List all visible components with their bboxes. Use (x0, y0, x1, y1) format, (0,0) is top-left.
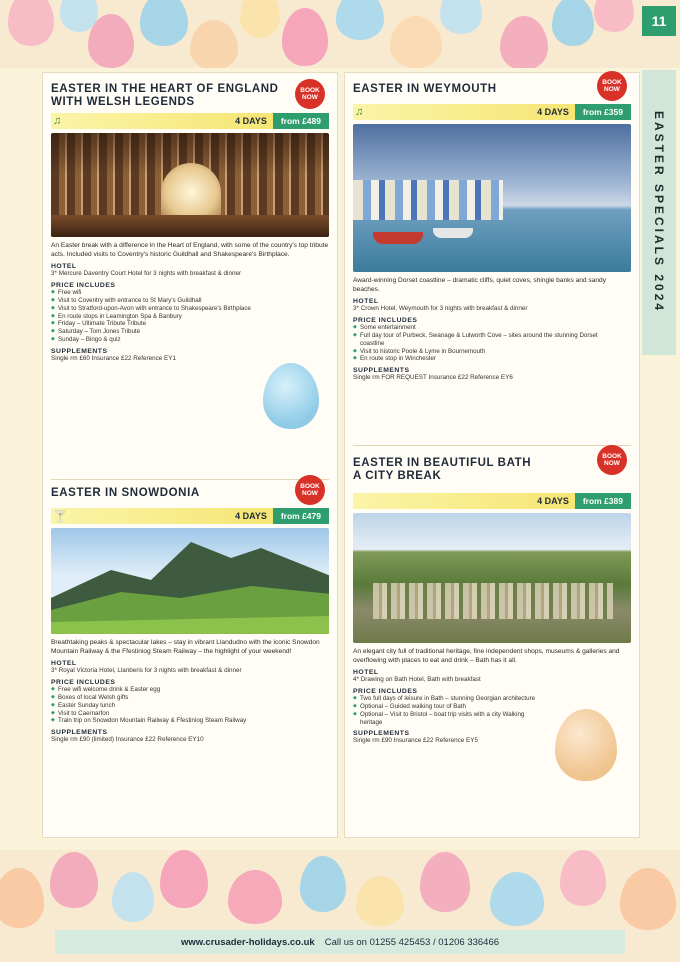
trip-days: 4 DAYS (235, 116, 267, 126)
includes-list (51, 289, 251, 344)
easter-egg-icon (420, 852, 470, 912)
supplements-label: SUPPLEMENTS (51, 729, 108, 737)
hotel-label: HOTEL (51, 660, 77, 668)
list-item: ◆ Free wifi welcome drink & Easter egg (51, 686, 291, 694)
list-item: ◆ Some entertainment (353, 324, 603, 332)
trip-intro: An elegant city full of traditional heritage, fine independent shops, museums & galleries and overflowing with places to eat and drink – Bath has it all. (353, 648, 620, 664)
easter-egg-icon (300, 856, 346, 912)
list-item: ◆ Free wifi (51, 289, 251, 297)
list-item: ◆ Train trip on Snowdon Mountain Railway & Ffestiniog Steam Railway (51, 717, 291, 725)
boat (433, 228, 473, 238)
easter-egg-icon (190, 20, 238, 68)
days-price-bar (353, 493, 631, 509)
list-item: ◆ Sunday – Bingo & quiz (51, 336, 251, 344)
list-item: ◆ Friday – Ultimate Tribute Tribute (51, 320, 251, 328)
trip-intro: An Easter break with a difference in the Heart of England, with some of the country's top tribute acts. Included visits to Coventry's historic Guildhall and Shakespeare's Birthplace. (51, 242, 329, 258)
includes-list (51, 686, 291, 725)
side-tab-label: EASTER SPECIALS 2024 (652, 111, 666, 314)
trip-days: 4 DAYS (235, 511, 267, 521)
supplements-text: Single rm FOR REQUEST Insurance £22 Reference EY6 (353, 374, 513, 382)
supplements-text: Single rm £90 Insurance £22 Reference EY5 (353, 737, 478, 745)
book-now-badge[interactable]: BOOK NOW (295, 475, 325, 505)
list-item: ◆ Full day tour of Purbeck, Swanage & Lulworth Cove – sites around the stunning Dorset coastline (353, 332, 603, 348)
list-item: ◆ Visit to Coventry with entrance to St Mary's Guildhall (51, 297, 251, 305)
music-note-icon: ♫ (53, 115, 62, 127)
trip-price: from £479 (273, 508, 329, 524)
hotel-label: HOTEL (353, 298, 379, 306)
trip-title: EASTER IN SNOWDONIA (51, 487, 200, 499)
trip-intro: Award-winning Dorset coastline – dramatic cliffs, quiet coves, shingle banks and sandy beaches. (353, 277, 607, 293)
trip-price: from £489 (273, 113, 329, 129)
easter-egg-icon (8, 0, 54, 46)
easter-egg-icon (390, 16, 442, 68)
page-number: 11 (642, 6, 676, 36)
price-includes-label: PRICE INCLUDES (51, 679, 116, 687)
hotel-text: 3* Mercure Daventry Court Hotel for 3 nights with breakfast & dinner (51, 270, 242, 278)
side-tab (642, 70, 676, 355)
list-item: ◆ Optional – Guided walking tour of Bath (353, 703, 543, 711)
list-item: ◆ Two full days of leisure in Bath – stunning Georgian architecture (353, 695, 543, 703)
snowdonia-photo (51, 528, 329, 634)
top-decorative-band (0, 0, 680, 68)
easter-egg-icon (282, 8, 328, 66)
easter-egg-icon (0, 868, 44, 928)
price-includes-label: PRICE INCLUDES (51, 282, 116, 290)
includes-list (353, 324, 603, 363)
days-price-bar (51, 508, 329, 524)
list-item: ◆ Visit to Stratford-upon-Avon with entrance to Shakespeare's Birthplace (51, 305, 251, 313)
supplements-label: SUPPLEMENTS (353, 730, 410, 738)
window-light (161, 163, 221, 221)
city-buildings (373, 583, 613, 619)
easter-egg-icon (552, 0, 594, 46)
list-item: ◆ Saturday – Tom Jones Tribute (51, 328, 251, 336)
trip-price: from £389 (575, 493, 631, 509)
list-item: ◆ En route stops in Leamington Spa & Banbury (51, 313, 251, 321)
trip-intro: Breathtaking peaks & spectacular lakes – stay in vibrant Llandudno with the iconic Snowdon Mountain Railway & the Ffestiniog Steam Railway – the highlight of your weekend! (51, 639, 320, 655)
price-includes-label: PRICE INCLUDES (353, 317, 418, 325)
supplements-label: SUPPLEMENTS (353, 367, 410, 375)
easter-egg-icon (620, 868, 676, 930)
weymouth-harbour-photo (353, 124, 631, 272)
hotel-text: 3* Royal Victoria Hotel, Llanberis for 3 nights with breakfast & dinner (51, 667, 242, 675)
easter-egg-icon (336, 0, 384, 40)
easter-egg-icon (440, 0, 482, 34)
trip-card-snowdonia (43, 483, 337, 744)
supplements-label: SUPPLEMENTS (51, 347, 108, 355)
easter-egg-icon (560, 850, 606, 906)
trip-days: 4 DAYS (537, 496, 569, 506)
easter-egg-icon (263, 363, 319, 429)
boat (373, 232, 423, 244)
harbour-houses (353, 180, 503, 220)
easter-egg-icon (490, 872, 544, 926)
list-item: ◆ Visit to Caernarfon (51, 710, 291, 718)
music-note-icon: ♫ (355, 106, 364, 118)
hotel-text: 3* Crown Hotel, Weymouth for 3 nights with breakfast & dinner (353, 305, 528, 313)
trip-card-weymouth (345, 79, 639, 382)
trip-card-england (43, 83, 337, 363)
easter-egg-icon (50, 852, 98, 908)
list-item: ◆ Optional – Visit to Bristol – boat trip visits with a city Walking heritage (353, 711, 543, 727)
floor (51, 215, 329, 237)
includes-list (353, 695, 543, 726)
drink-glass-icon: 🍸 (53, 511, 67, 523)
right-column (344, 72, 640, 838)
list-item: ◆ Boxes of local Welsh gifts (51, 694, 291, 702)
easter-egg-icon (356, 876, 404, 926)
easter-egg-icon (228, 870, 282, 924)
supplements-text: Single rm £60 Insurance £22 Reference EY1 (51, 354, 176, 362)
list-item: ◆ En route stop in Winchester (353, 355, 603, 363)
divider (51, 479, 329, 480)
book-now-badge[interactable]: BOOK NOW (597, 71, 627, 101)
guildhall-photo (51, 133, 329, 237)
city-landscape (353, 513, 631, 643)
list-item: ◆ Visit to historic Poole & Lyme in Bournemouth (353, 348, 603, 356)
book-now-badge[interactable]: BOOK NOW (295, 79, 325, 109)
trip-price: from £359 (575, 104, 631, 120)
website-link[interactable]: www.crusader-holidays.co.uk (180, 936, 315, 948)
book-now-badge[interactable]: BOOK NOW (597, 445, 627, 475)
easter-egg-icon (112, 872, 154, 922)
hotel-label: HOTEL (51, 263, 77, 271)
trip-title: EASTER IN THE HEART OF ENGLAND WITH WELSH LEGENDS (51, 83, 279, 108)
divider (353, 445, 631, 446)
trip-title: EASTER IN WEYMOUTH (353, 83, 497, 95)
supplements-text: Single rm £90 (limited) Insurance £22 Reference EY10 (51, 736, 204, 744)
phone-text: Call us on 01255 425453 / 01206 336466 (324, 936, 500, 948)
left-column (42, 72, 338, 838)
easter-egg-icon (555, 709, 617, 781)
days-price-bar (51, 113, 329, 129)
easter-egg-icon (594, 0, 634, 32)
easter-egg-icon (500, 16, 548, 68)
trip-card-bath (345, 453, 639, 745)
easter-egg-icon (160, 850, 208, 908)
footer-contact-bar (55, 930, 625, 954)
easter-egg-icon (240, 0, 280, 38)
easter-egg-icon (140, 0, 188, 46)
easter-egg-icon (88, 14, 134, 68)
hotel-text: 4* Drawing on Bath Hotel, Bath with breakfast (353, 676, 481, 684)
bath-city-photo (353, 513, 631, 643)
hotel-label: HOTEL (353, 669, 379, 677)
trip-days: 4 DAYS (537, 107, 569, 117)
list-item: ◆ Easter Sunday lunch (51, 702, 291, 710)
trip-title: EASTER IN BEAUTIFUL BATH A CITY BREAK (353, 457, 532, 482)
price-includes-label: PRICE INCLUDES (353, 688, 418, 696)
days-price-bar (353, 104, 631, 120)
mountains (51, 528, 329, 634)
